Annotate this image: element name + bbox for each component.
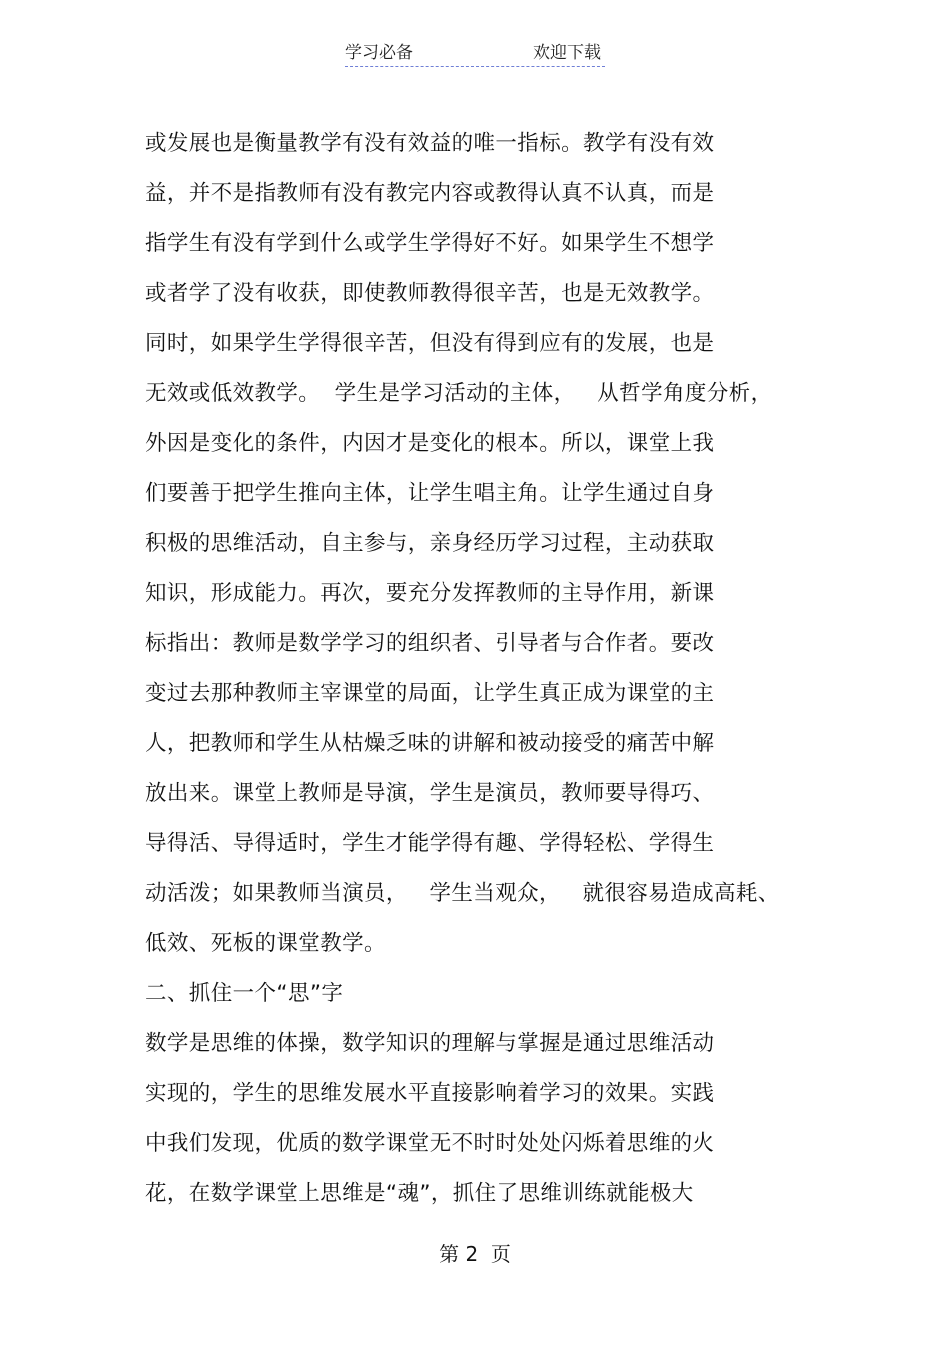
header-right-text: 欢迎下载 [533,43,601,63]
text-line: 标指出：教师是数学学习的组织者、引导者与合作者。要改 [145,631,715,656]
text-line: 同时，如果学生学得很辛苦，但没有得到应有的发展，也是 [145,331,715,356]
text-line: 数学是思维的体操，数学知识的理解与掌握是通过思维活动 [145,1031,715,1056]
text-line: 人，把教师和学生从枯燥乏味的讲解和被动接受的痛苦中解 [145,731,715,756]
text-line: 无效或低效教学。 学生是学习活动的主体， 从哲学角度分析， [145,381,773,406]
text-line: 们要善于把学生推向主体，让学生唱主角。让学生通过自身 [145,481,715,506]
page-number: 第 2 页 [439,1242,511,1266]
text-line: 积极的思维活动，自主参与，亲身经历学习过程，主动获取 [145,531,715,556]
text-line: 知识，形成能力。再次，要充分发挥教师的主导作用，新课 [145,581,715,606]
text-line: 益，并不是指教师有没有教完内容或教得认真不认真，而是 [145,181,715,206]
text-line: 导得活、导得适时，学生才能学得有趣、学得轻松、学得生 [145,831,715,856]
text-line: 或发展也是衡量教学有没有效益的唯一指标。教学有没有效 [145,131,715,156]
text-line: 花，在数学课堂上思维是“魂”，抓住了思维训练就能极大 [145,1181,694,1206]
text-line: 实现的，学生的思维发展水平直接影响着学习的效果。实践 [145,1081,715,1106]
text-line: 放出来。课堂上教师是导演，学生是演员，教师要导得巧、 [145,781,715,806]
text-line: 指学生有没有学到什么或学生学得好不好。如果学生不想学 [145,231,715,256]
text-line: 或者学了没有收获，即使教师教得很辛苦，也是无效教学。 [145,281,715,306]
text-line: 中我们发现，优质的数学课堂无不时时处处闪烁着思维的火 [145,1131,715,1156]
text-line: 外因是变化的条件，内因才是变化的根本。所以，课堂上我 [145,431,715,456]
text-line: 变过去那种教师主宰课堂的局面，让学生真正成为课堂的主 [145,681,715,706]
page-header [345,40,605,67]
text-line: 动活泼；如果教师当演员， 学生当观众， 就很容易造成高耗、 [145,881,780,906]
text-line: 低效、死板的课堂教学。 [145,931,386,956]
header-left-text: 学习必备 [345,43,413,63]
body-text [145,119,805,1219]
section-heading: 二、抓住一个“思”字 [145,981,344,1006]
